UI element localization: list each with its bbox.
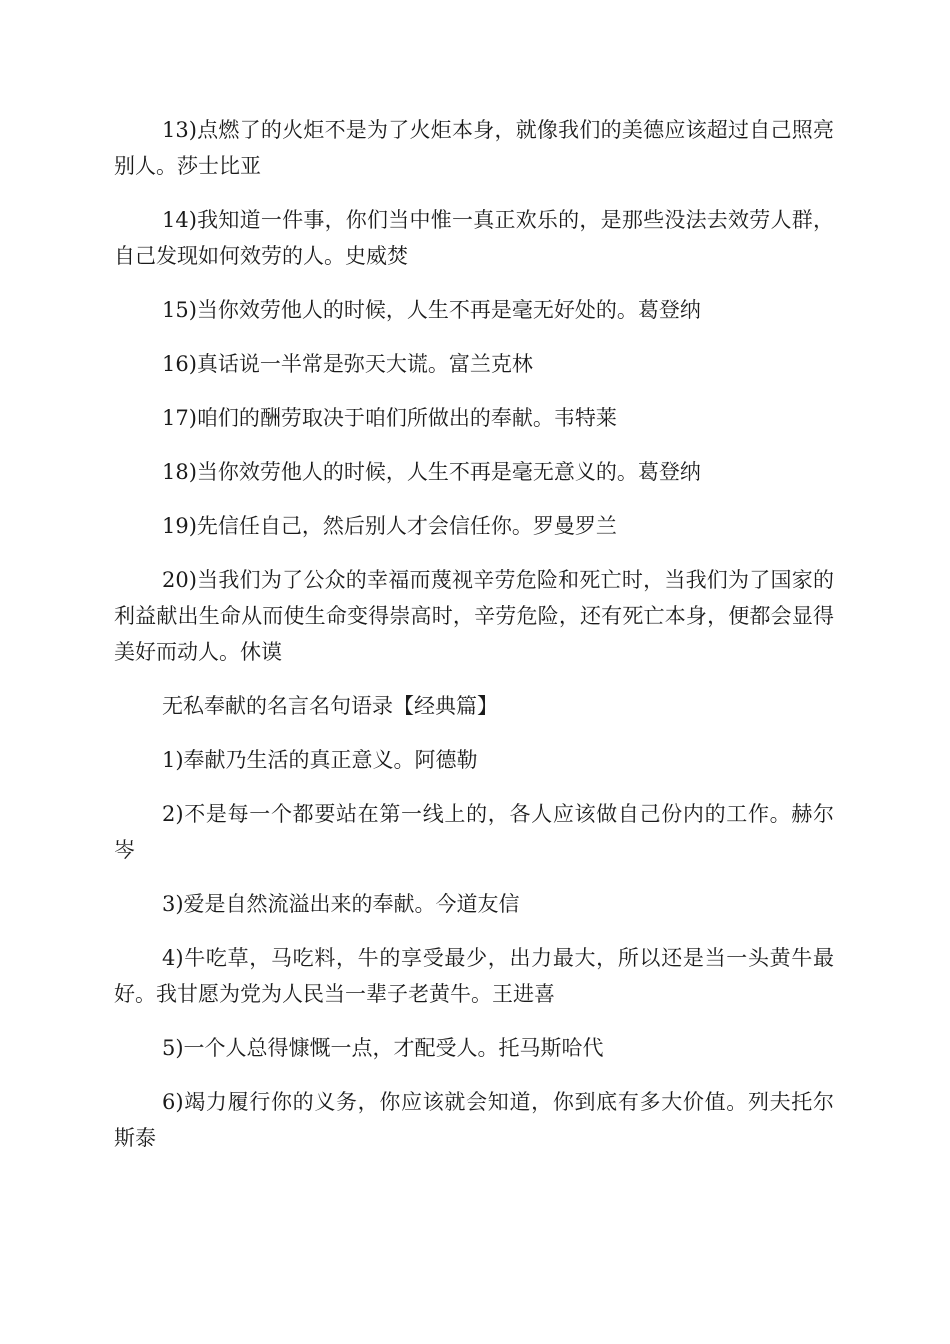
- quote-paragraph: 4)牛吃草，马吃料，牛的享受最少，出力最大，所以还是当一头黄牛最好。我甘愿为党为人民当一辈子老黄牛。王进喜: [114, 946, 834, 1006]
- quote-paragraph: 2)不是每一个都要站在第一线上的，各人应该做自己份内的工作。赫尔岑: [114, 802, 834, 862]
- document-body: [114, 112, 834, 1174]
- quote-paragraph: 15)当你效劳他人的时候，人生不再是毫无好处的。葛登纳: [162, 298, 701, 322]
- quote-paragraph: 16)真话说一半常是弥天大谎。富兰克林: [162, 352, 533, 376]
- quote-paragraph: 17)咱们的酬劳取决于咱们所做出的奉献。韦特莱: [162, 406, 617, 430]
- quote-paragraph: 19)先信任自己，然后别人才会信任你。罗曼罗兰: [162, 514, 617, 538]
- quote-paragraph: 5)一个人总得慷慨一点，才配受人。托马斯哈代: [162, 1036, 604, 1060]
- quote-paragraph: 3)爱是自然流溢出来的奉献。今道友信: [162, 892, 520, 916]
- quote-paragraph: 14)我知道一件事，你们当中惟一真正欢乐的，是那些没法去效劳人群，自己发现如何效劳的人。史威焚: [114, 208, 834, 268]
- quote-paragraph: 20)当我们为了公众的幸福而蔑视辛劳危险和死亡时，当我们为了国家的利益献出生命从而使生命变得崇高时，辛劳危险，还有死亡本身，便都会显得美好而动人。休谟: [114, 568, 834, 664]
- quote-paragraph: 18)当你效劳他人的时候，人生不再是毫无意义的。葛登纳: [162, 460, 701, 484]
- section-heading: 无私奉献的名言名句语录【经典篇】: [162, 694, 498, 718]
- quote-paragraph: 6)竭力履行你的义务，你应该就会知道，你到底有多大价值。列夫托尔斯泰: [114, 1090, 834, 1150]
- quote-paragraph: 1)奉献乃生活的真正意义。阿德勒: [162, 748, 478, 772]
- quote-paragraph: 13)点燃了的火炬不是为了火炬本身，就像我们的美德应该超过自己照亮别人。莎士比亚: [114, 118, 834, 178]
